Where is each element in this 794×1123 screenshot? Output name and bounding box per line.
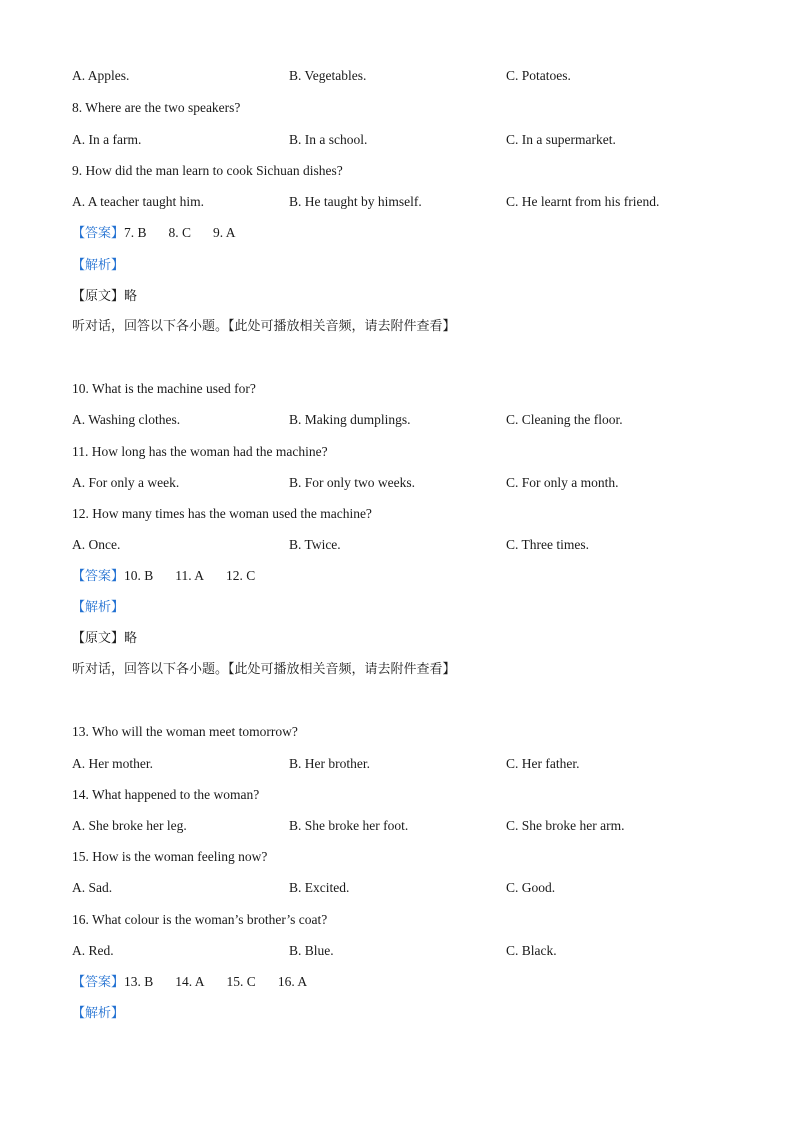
question-text: 15. How is the woman feeling now? bbox=[72, 849, 268, 864]
answer-line bbox=[72, 225, 236, 242]
option-b: B. Blue. bbox=[289, 943, 334, 958]
option-a: A. Her mother. bbox=[72, 756, 153, 771]
original-label: 【原文】 bbox=[72, 289, 125, 304]
analysis-label: 【解析】 bbox=[72, 600, 125, 615]
answer-item: 9. A bbox=[213, 225, 236, 240]
answer-item: 7. B bbox=[124, 225, 147, 240]
question-text: 8. Where are the two speakers? bbox=[72, 100, 241, 115]
question-text: 14. What happened to the woman? bbox=[72, 787, 260, 802]
option-b: B. For only two weeks. bbox=[289, 475, 415, 490]
option-c: C. Black. bbox=[506, 943, 557, 958]
option-a: A. Washing clothes. bbox=[72, 412, 181, 427]
option-a: A. A teacher taught him. bbox=[72, 194, 204, 209]
answer-label: 【答案】 bbox=[72, 975, 125, 990]
analysis-label: 【解析】 bbox=[72, 1006, 125, 1021]
option-b: B. Vegetables. bbox=[289, 68, 367, 83]
answer-item: 14. A bbox=[175, 974, 205, 989]
option-c: C. He learnt from his friend. bbox=[506, 194, 660, 209]
answer-item: 11. A bbox=[175, 568, 205, 583]
answer-item: 12. C bbox=[226, 568, 256, 583]
option-c: C. She broke her arm. bbox=[506, 818, 625, 833]
question-text: 11. How long has the woman had the machine? bbox=[72, 444, 328, 459]
option-a: A. Apples. bbox=[72, 68, 130, 83]
option-a: A. Sad. bbox=[72, 880, 113, 895]
option-c: C. Potatoes. bbox=[506, 68, 571, 83]
original-text: 略 bbox=[124, 289, 138, 304]
question-text: 12. How many times has the woman used the machine? bbox=[72, 506, 372, 521]
answer-label: 【答案】 bbox=[72, 226, 125, 241]
original-text: 略 bbox=[124, 631, 138, 646]
option-b: B. Excited. bbox=[289, 880, 350, 895]
answer-item: 15. C bbox=[226, 974, 256, 989]
answer-item: 8. C bbox=[168, 225, 192, 240]
option-b: B. Making dumplings. bbox=[289, 412, 411, 427]
option-c: C. In a supermarket. bbox=[506, 132, 616, 147]
question-text: 13. Who will the woman meet tomorrow? bbox=[72, 724, 298, 739]
question-text: 9. How did the man learn to cook Sichuan dishes? bbox=[72, 163, 343, 178]
answer-line bbox=[72, 568, 255, 585]
option-b: B. She broke her foot. bbox=[289, 818, 409, 833]
analysis-line bbox=[72, 599, 124, 616]
option-c: C. Good. bbox=[506, 880, 556, 895]
option-c: C. Three times. bbox=[506, 537, 589, 552]
original-line bbox=[72, 288, 137, 305]
listening-instruction: 听对话，回答以下各小题。【此处可播放相关音频，请去附件查看】 bbox=[72, 319, 456, 334]
option-b: B. He taught by himself. bbox=[289, 194, 422, 209]
answer-line bbox=[72, 974, 307, 991]
analysis-label: 【解析】 bbox=[72, 258, 125, 273]
analysis-line bbox=[72, 257, 124, 274]
listening-instruction: 听对话，回答以下各小题。【此处可播放相关音频，请去附件查看】 bbox=[72, 662, 456, 677]
option-a: A. For only a week. bbox=[72, 475, 180, 490]
option-a: A. She broke her leg. bbox=[72, 818, 187, 833]
option-b: B. In a school. bbox=[289, 132, 368, 147]
answer-item: 10. B bbox=[124, 568, 154, 583]
answer-label: 【答案】 bbox=[72, 569, 125, 584]
option-c: C. For only a month. bbox=[506, 475, 619, 490]
option-a: A. Red. bbox=[72, 943, 114, 958]
option-a: A. Once. bbox=[72, 537, 121, 552]
original-label: 【原文】 bbox=[72, 631, 125, 646]
original-line bbox=[72, 630, 137, 647]
question-text: 16. What colour is the woman’s brother’s coat? bbox=[72, 912, 328, 927]
question-text: 10. What is the machine used for? bbox=[72, 381, 256, 396]
option-a: A. In a farm. bbox=[72, 132, 142, 147]
analysis-line bbox=[72, 1005, 124, 1022]
answer-item: 13. B bbox=[124, 974, 154, 989]
option-c: C. Cleaning the floor. bbox=[506, 412, 623, 427]
answer-item: 16. A bbox=[277, 974, 308, 989]
option-c: C. Her father. bbox=[506, 756, 580, 771]
option-b: B. Twice. bbox=[289, 537, 341, 552]
option-b: B. Her brother. bbox=[289, 756, 370, 771]
